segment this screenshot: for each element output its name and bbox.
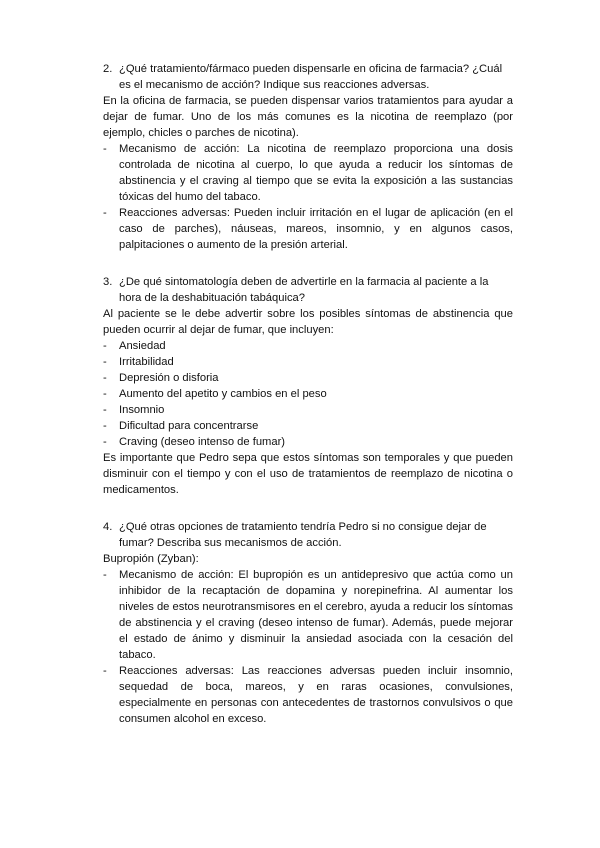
question-number: 2. xyxy=(103,63,113,75)
list-item-text: Ansiedad xyxy=(119,340,166,352)
question-4 xyxy=(103,519,513,551)
question-text: ¿Qué otras opciones de tratamiento tendría Pedro si no consigue dejar de fumar? Describa sus mecanismos de acción. xyxy=(119,521,487,549)
list-item xyxy=(103,141,513,205)
list-item-text: Mecanismo de acción: El bupropión es un antidepresivo que actúa como un inhibidor de la recaptación de dopamina y norepinefrina. Al aumentar los niveles de estos neurotransmisores en el cerebro, ayuda a reducir los síntomas de abstinencia y el craving (deseo intenso de fumar). Además, puede mejorar el estado de ánimo y disminuir la ansiedad asociada con la cesación del tabaco. xyxy=(119,569,513,661)
document-page xyxy=(103,61,513,748)
list-item xyxy=(103,418,513,434)
list-item-text: Mecanismo de acción: La nicotina de reemplazo proporciona una dosis controlada de nicotina al cuerpo, lo que ayuda a reducir los síntomas de abstinencia y el craving al tiempo que se evita la exposición a las sustancias tóxicas del humo del tabaco. xyxy=(119,143,513,203)
section-4 xyxy=(103,519,513,727)
bullet-dash: - xyxy=(103,420,107,432)
section-2 xyxy=(103,61,513,253)
list-item xyxy=(103,205,513,253)
bullet-dash: - xyxy=(103,569,107,581)
question-number: 3. xyxy=(103,276,113,288)
bullet-dash: - xyxy=(103,665,107,677)
list-item-text: Reacciones adversas: Pueden incluir irritación en el lugar de aplicación (en el caso de parches), náuseas, mareos, insomnio, y en algunos casos, palpitaciones o aumento de la presión arterial. xyxy=(119,207,513,251)
list-item xyxy=(103,434,513,450)
list-item xyxy=(103,338,513,354)
list-item xyxy=(103,402,513,418)
list-item-text: Aumento del apetito y cambios en el peso xyxy=(119,388,327,400)
bullet-dash: - xyxy=(103,388,107,400)
question-number: 4. xyxy=(103,521,113,533)
bullet-dash: - xyxy=(103,436,107,448)
list-item-text: Dificultad para concentrarse xyxy=(119,420,259,432)
answer-list xyxy=(103,141,513,253)
bullet-dash: - xyxy=(103,143,107,155)
list-item xyxy=(103,370,513,386)
answer-list xyxy=(103,567,513,727)
bullet-dash: - xyxy=(103,372,107,384)
bullet-dash: - xyxy=(103,356,107,368)
bullet-dash: - xyxy=(103,207,107,219)
question-2 xyxy=(103,61,513,93)
list-item xyxy=(103,567,513,663)
treatment-label: Bupropión (Zyban): xyxy=(103,553,199,565)
list-item-text: Depresión o disforia xyxy=(119,372,219,384)
bullet-dash: - xyxy=(103,340,107,352)
list-item-text: Craving (deseo intenso de fumar) xyxy=(119,436,286,448)
list-item xyxy=(103,354,513,370)
answer-intro: En la oficina de farmacia, se pueden dispensar varios tratamientos para ayudar a dejar de fumar. Uno de los más comunes es la nicotina de reemplazo (por ejemplo, chicles o parches de nicotina). xyxy=(103,95,513,139)
question-3 xyxy=(103,274,513,306)
answer-outro: Es importante que Pedro sepa que estos síntomas son temporales y que pueden disminuir con el tiempo y con el uso de tratamientos de reemplazo de nicotina o medicamentos. xyxy=(103,452,513,496)
list-item-text: Irritabilidad xyxy=(119,356,174,368)
list-item-text: Reacciones adversas: Las reacciones adversas pueden incluir insomnio, sequedad de boca, mareos, y en raras ocasiones, convulsiones, especialmente en personas con antecedentes de trastornos convulsivos o que consumen alcohol en exceso. xyxy=(119,665,513,725)
list-item xyxy=(103,386,513,402)
bullet-dash: - xyxy=(103,404,107,416)
question-text: ¿De qué sintomatología deben de advertirle en la farmacia al paciente a la hora de la deshabituación tabáquica? xyxy=(119,276,489,304)
section-3 xyxy=(103,274,513,498)
list-item xyxy=(103,663,513,727)
symptom-list xyxy=(103,338,513,450)
list-item-text: Insomnio xyxy=(119,404,165,416)
question-text: ¿Qué tratamiento/fármaco pueden dispensarle en oficina de farmacia? ¿Cuál es el mecanismo de acción? Indique sus reacciones adversas. xyxy=(119,63,503,91)
answer-intro: Al paciente se le debe advertir sobre los posibles síntomas de abstinencia que pueden ocurrir al dejar de fumar, que incluyen: xyxy=(103,308,513,336)
